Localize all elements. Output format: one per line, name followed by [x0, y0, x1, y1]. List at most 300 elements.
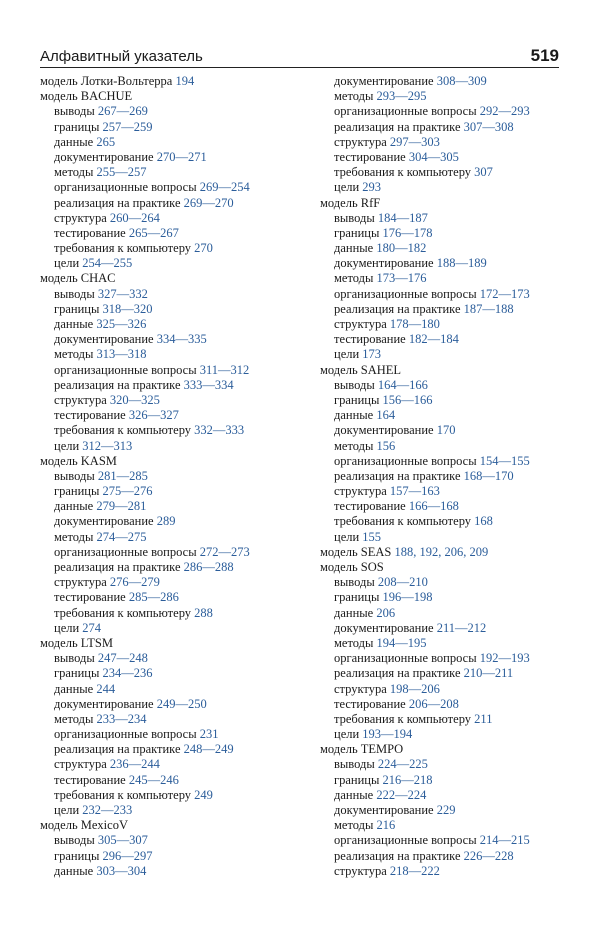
index-subentry	[40, 120, 310, 135]
index-term: данные	[54, 134, 94, 149]
index-entry	[40, 89, 310, 104]
index-term: цели	[334, 180, 360, 195]
page-reference: 188—189	[436, 256, 487, 271]
index-subentry	[40, 150, 310, 165]
index-subentry	[40, 666, 310, 681]
index-term: выводы	[54, 833, 95, 848]
index-term: документирование	[334, 620, 434, 635]
index-term: организационные вопросы	[334, 104, 477, 119]
index-subentry	[320, 256, 570, 271]
index-term: реализация на практике	[54, 377, 181, 392]
index-subentry	[320, 773, 570, 788]
index-term: организационные вопросы	[334, 833, 477, 848]
index-term: данные	[54, 863, 94, 878]
page-reference: 293—295	[376, 89, 427, 104]
page-reference: 312—313	[82, 438, 133, 453]
page-reference: 155	[362, 529, 382, 544]
page-reference: 224—225	[377, 757, 428, 772]
index-term: границы	[54, 301, 100, 316]
index-subentry	[40, 104, 310, 119]
index-subentry	[40, 196, 310, 211]
index-subentry	[40, 439, 310, 454]
page-reference: 260—264	[109, 210, 160, 225]
index-term: структура	[334, 681, 387, 696]
index-subentry	[40, 742, 310, 757]
page-reference: 320—325	[109, 392, 160, 407]
index-entry	[320, 560, 570, 575]
index-term: документирование	[334, 74, 434, 88]
index-term: требования к компьютеру	[54, 605, 192, 620]
index-term: организационные вопросы	[334, 453, 477, 468]
index-term: организационные вопросы	[54, 544, 197, 559]
index-subentry	[320, 849, 570, 864]
page-reference: 304—305	[408, 149, 459, 164]
index-subentry	[320, 347, 570, 362]
index-term: цели	[334, 727, 360, 742]
page-reference: 184—187	[377, 210, 428, 225]
page-reference: 275—276	[102, 484, 153, 499]
section-title: Алфавитный указатель	[40, 48, 203, 65]
index-term: цели	[54, 803, 80, 817]
index-term: реализация на практике	[54, 560, 181, 574]
index-subentry	[320, 712, 570, 727]
index-subentry	[40, 788, 310, 803]
page-reference: 305—307	[97, 833, 148, 848]
index-subentry	[40, 135, 310, 150]
index-term: цели	[54, 620, 80, 635]
index-term: методы	[334, 818, 374, 833]
index-term: структура	[334, 317, 387, 331]
page-reference: 276—279	[109, 575, 160, 590]
index-subentry	[320, 757, 570, 772]
index-term: организационные вопросы	[54, 362, 197, 377]
page-reference: 216—218	[382, 772, 433, 787]
page-reference: 249	[194, 787, 213, 802]
page-reference: 308—309	[436, 74, 487, 88]
index-term: выводы	[334, 575, 375, 590]
index-entry	[320, 196, 570, 211]
page-reference: 156	[376, 438, 396, 453]
index-subentry	[320, 833, 570, 848]
index-subentry	[320, 408, 570, 423]
index-term: модель TEMPO	[320, 742, 404, 757]
index-subentry	[320, 788, 570, 803]
index-term: методы	[54, 711, 94, 726]
page-reference: 327—332	[97, 286, 148, 301]
index-term: данные	[334, 241, 374, 256]
index-subentry	[320, 317, 570, 332]
index-term: границы	[334, 225, 380, 240]
index-entry	[40, 818, 310, 833]
index-subentry	[320, 120, 570, 135]
index-subentry	[40, 302, 310, 317]
index-subentry	[40, 165, 310, 180]
index-subentry	[320, 150, 570, 165]
page-reference: 307—308	[463, 119, 514, 134]
index-subentry	[40, 864, 310, 879]
page-reference: 170	[436, 423, 456, 438]
page-reference: 211	[474, 711, 493, 726]
page-reference: 180—182	[376, 241, 427, 256]
index-term: структура	[54, 757, 107, 772]
index-entry	[320, 742, 570, 757]
index-term: тестирование	[334, 332, 406, 347]
index-subentry	[320, 636, 570, 651]
page-reference: 166—168	[408, 499, 459, 514]
page-reference: 157—163	[389, 484, 440, 499]
index-subentry	[40, 833, 310, 848]
page-reference: 289	[156, 514, 176, 529]
page-reference: 173—176	[376, 271, 427, 286]
index-term: выводы	[54, 286, 95, 301]
index-term: документирование	[54, 696, 154, 711]
index-subentry	[320, 454, 570, 469]
index-subentry	[320, 590, 570, 605]
page-reference: 172—173	[479, 286, 530, 301]
index-term: методы	[334, 89, 374, 104]
index-term: границы	[334, 590, 380, 605]
page-reference: 249—250	[156, 696, 207, 711]
index-subentry	[320, 378, 570, 393]
index-term: документирование	[334, 423, 434, 438]
index-subentry	[40, 621, 310, 636]
index-term: методы	[54, 529, 94, 544]
index-term: организационные вопросы	[334, 286, 477, 301]
index-subentry	[40, 757, 310, 772]
page-reference: 265	[96, 134, 116, 149]
page-reference: 182—184	[408, 332, 459, 347]
page-reference: 208—210	[377, 575, 428, 590]
page-reference: 164—166	[377, 377, 428, 392]
page-reference: 168	[474, 514, 493, 529]
index-subentry	[320, 74, 570, 89]
page-reference: 173	[362, 347, 382, 362]
index-term: тестирование	[334, 696, 406, 711]
page-reference: 206—208	[408, 696, 459, 711]
index-subentry	[320, 864, 570, 879]
index-term: документирование	[334, 256, 434, 271]
index-term: требования к компьютеру	[54, 787, 192, 802]
index-term: модель SEAS	[320, 544, 392, 559]
index-term: границы	[334, 772, 380, 787]
page-reference: 325—326	[96, 317, 147, 331]
page-reference: 194—195	[376, 635, 427, 650]
index-subentry	[40, 180, 310, 195]
index-entry	[320, 545, 570, 560]
index-subentry	[40, 241, 310, 256]
index-subentry	[40, 211, 310, 226]
index-term: границы	[54, 848, 100, 863]
page-reference: 293	[362, 180, 382, 195]
index-subentry	[40, 727, 310, 742]
page-reference: 274	[82, 620, 102, 635]
page-reference: 192—193	[479, 651, 530, 666]
index-subentry	[40, 287, 310, 302]
index-term: модель BACHUE	[40, 89, 133, 104]
page-reference: 281—285	[97, 468, 148, 483]
index-subentry	[40, 514, 310, 529]
index-subentry	[40, 378, 310, 393]
index-term: модель LTSM	[40, 635, 113, 650]
index-term: выводы	[54, 104, 95, 119]
running-header	[40, 46, 559, 68]
index-term: границы	[334, 392, 380, 407]
index-term: методы	[54, 347, 94, 362]
page-reference: 333—334	[183, 377, 234, 392]
index-subentry	[40, 226, 310, 241]
index-term: данные	[334, 605, 374, 620]
page-reference: 244	[96, 681, 116, 696]
index-subentry	[320, 332, 570, 347]
index-subentry	[320, 575, 570, 590]
index-term: данные	[334, 408, 374, 423]
index-term: реализация на практике	[334, 301, 461, 316]
index-term: методы	[334, 438, 374, 453]
index-term: методы	[334, 635, 374, 650]
index-subentry	[320, 682, 570, 697]
page-reference: 214—215	[479, 833, 530, 848]
index-term: структура	[334, 484, 387, 499]
index-subentry	[40, 575, 310, 590]
index-subentry	[40, 651, 310, 666]
index-subentry	[320, 180, 570, 195]
index-subentry	[40, 545, 310, 560]
index-subentry	[320, 499, 570, 514]
page-reference: 236—244	[109, 757, 160, 772]
index-term: структура	[54, 210, 107, 225]
index-term: структура	[54, 575, 107, 590]
page-reference: 255—257	[96, 165, 147, 180]
page-reference: 176—178	[382, 225, 433, 240]
index-term: реализация на практике	[54, 742, 181, 757]
index-subentry	[40, 849, 310, 864]
index-subentry	[320, 651, 570, 666]
page-reference: 303—304	[96, 863, 147, 878]
index-subentry	[40, 393, 310, 408]
index-subentry	[40, 773, 310, 788]
page-reference: 232—233	[82, 803, 133, 817]
page-reference: 269—270	[183, 195, 234, 210]
index-subentry	[320, 104, 570, 119]
index-term: модель SOS	[320, 560, 384, 574]
page-reference: 247—248	[97, 651, 148, 666]
page-reference: 274—275	[96, 529, 147, 544]
index-subentry	[40, 803, 310, 818]
index-term: тестирование	[334, 149, 406, 164]
index-subentry	[320, 666, 570, 681]
index-subentry	[320, 271, 570, 286]
index-subentry	[320, 135, 570, 150]
page-reference: 248—249	[183, 742, 234, 757]
page-reference: 234—236	[102, 666, 153, 681]
page-reference: 216	[376, 818, 396, 833]
index-term: реализация на практике	[334, 468, 461, 483]
page-reference: 292—293	[479, 104, 530, 119]
index-term: организационные вопросы	[54, 727, 197, 742]
page-reference: 270—271	[156, 149, 207, 164]
page-reference: 269—254	[199, 180, 250, 195]
page-reference: 178—180	[389, 317, 440, 331]
index-subentry	[40, 606, 310, 621]
index-term: выводы	[334, 377, 375, 392]
page-reference: 279—281	[96, 499, 147, 514]
index-term: структура	[334, 134, 387, 149]
page-reference: 187—188	[463, 301, 514, 316]
index-subentry	[320, 211, 570, 226]
index-entry	[40, 454, 310, 469]
index-entry	[320, 363, 570, 378]
index-subentry	[40, 347, 310, 362]
index-term: документирование	[334, 803, 434, 817]
page-reference: 226—228	[463, 848, 514, 863]
index-subentry	[40, 484, 310, 499]
index-subentry	[40, 499, 310, 514]
index-term: выводы	[54, 651, 95, 666]
index-term: выводы	[334, 757, 375, 772]
page-reference: 288	[194, 605, 213, 620]
index-subentry	[40, 256, 310, 271]
index-term: тестирование	[334, 499, 406, 514]
index-term: границы	[54, 119, 100, 134]
header-rule	[40, 67, 559, 68]
index-term: реализация на практике	[334, 119, 461, 134]
index-subentry	[320, 423, 570, 438]
index-term: выводы	[54, 468, 95, 483]
page-reference: 231	[199, 727, 219, 742]
page-reference: 194	[175, 74, 195, 88]
index-subentry	[320, 302, 570, 317]
page-reference: 211—212	[436, 620, 487, 635]
index-term: модель RfF	[320, 195, 381, 210]
index-term: документирование	[54, 149, 154, 164]
index-subentry	[320, 530, 570, 545]
index-entry	[40, 636, 310, 651]
index-term: модель MexicoV	[40, 818, 128, 833]
index-term: требования к компьютеру	[54, 423, 192, 438]
index-term: данные	[334, 787, 374, 802]
page-reference: 326—327	[128, 408, 179, 423]
page-reference: 265—267	[128, 225, 179, 240]
index-subentry	[40, 317, 310, 332]
index-subentry	[320, 484, 570, 499]
index-subentry	[320, 226, 570, 241]
page-reference: 245—246	[128, 772, 179, 787]
page-reference: 198—206	[389, 681, 440, 696]
index-term: организационные вопросы	[54, 180, 197, 195]
index-term: цели	[54, 438, 80, 453]
page-reference: 222—224	[376, 787, 427, 802]
page-reference: 196—198	[382, 590, 433, 605]
page-reference: 193—194	[362, 727, 413, 742]
page-reference: 218—222	[389, 863, 440, 878]
page-reference: 297—303	[389, 134, 440, 149]
index-term: документирование	[54, 332, 154, 347]
page-reference: 313—318	[96, 347, 147, 362]
index-subentry	[40, 560, 310, 575]
index-subentry	[40, 682, 310, 697]
page-reference: 296—297	[102, 848, 153, 863]
index-term: данные	[54, 681, 94, 696]
page-reference: 188, 192, 206, 209	[394, 544, 489, 559]
index-term: требования к компьютеру	[334, 514, 472, 529]
page-reference: 210—211	[463, 666, 514, 681]
index-subentry	[40, 363, 310, 378]
page-reference: 270	[194, 241, 213, 256]
index-subentry	[320, 727, 570, 742]
page-reference: 233—234	[96, 711, 147, 726]
page-reference: 311—312	[199, 362, 250, 377]
index-subentry	[40, 530, 310, 545]
index-term: модель SAHEL	[320, 362, 402, 377]
index-term: структура	[54, 392, 107, 407]
page-reference: 318—320	[102, 301, 153, 316]
index-term: структура	[334, 863, 387, 878]
index-subentry	[40, 697, 310, 712]
index-term: реализация на практике	[334, 848, 461, 863]
index-term: границы	[54, 484, 100, 499]
page-reference: 334—335	[156, 332, 207, 347]
index-term: границы	[54, 666, 100, 681]
index-term: реализация на практике	[334, 666, 461, 681]
page-reference: 285—286	[128, 590, 179, 605]
index-subentry	[40, 332, 310, 347]
index-subentry	[320, 803, 570, 818]
index-term: документирование	[54, 514, 154, 529]
index-term: методы	[54, 165, 94, 180]
index-subentry	[320, 165, 570, 180]
index-subentry	[320, 287, 570, 302]
index-term: тестирование	[54, 225, 126, 240]
index-term: цели	[334, 529, 360, 544]
index-term: требования к компьютеру	[334, 165, 472, 180]
index-term: организационные вопросы	[334, 651, 477, 666]
index-subentry	[320, 241, 570, 256]
index-subentry	[40, 469, 310, 484]
index-column-right	[320, 74, 570, 879]
page-reference: 257—259	[102, 119, 153, 134]
index-term: тестирование	[54, 590, 126, 605]
index-subentry	[40, 423, 310, 438]
index-subentry	[40, 590, 310, 605]
index-entry	[40, 271, 310, 286]
page-reference: 156—166	[382, 392, 433, 407]
page-reference: 267—269	[97, 104, 148, 119]
page-reference: 229	[436, 803, 456, 817]
page-reference: 206	[376, 605, 396, 620]
index-term: выводы	[334, 210, 375, 225]
index-term: модель KASM	[40, 453, 117, 468]
index-subentry	[320, 469, 570, 484]
page-reference: 286—288	[183, 560, 234, 574]
index-subentry	[320, 393, 570, 408]
page-reference: 168—170	[463, 468, 514, 483]
index-term: тестирование	[54, 408, 126, 423]
index-subentry	[40, 408, 310, 423]
index-subentry	[320, 89, 570, 104]
index-term: модель CHAC	[40, 271, 116, 286]
index-term: методы	[334, 271, 374, 286]
index-subentry	[320, 439, 570, 454]
index-term: тестирование	[54, 772, 126, 787]
index-term: модель Лотки-Вольтерра	[40, 74, 173, 88]
index-subentry	[40, 712, 310, 727]
index-subentry	[320, 606, 570, 621]
index-term: требования к компьютеру	[54, 241, 192, 256]
index-term: требования к компьютеру	[334, 711, 472, 726]
page-number: 519	[530, 46, 559, 65]
page-reference: 307	[474, 165, 493, 180]
index-term: реализация на практике	[54, 195, 181, 210]
